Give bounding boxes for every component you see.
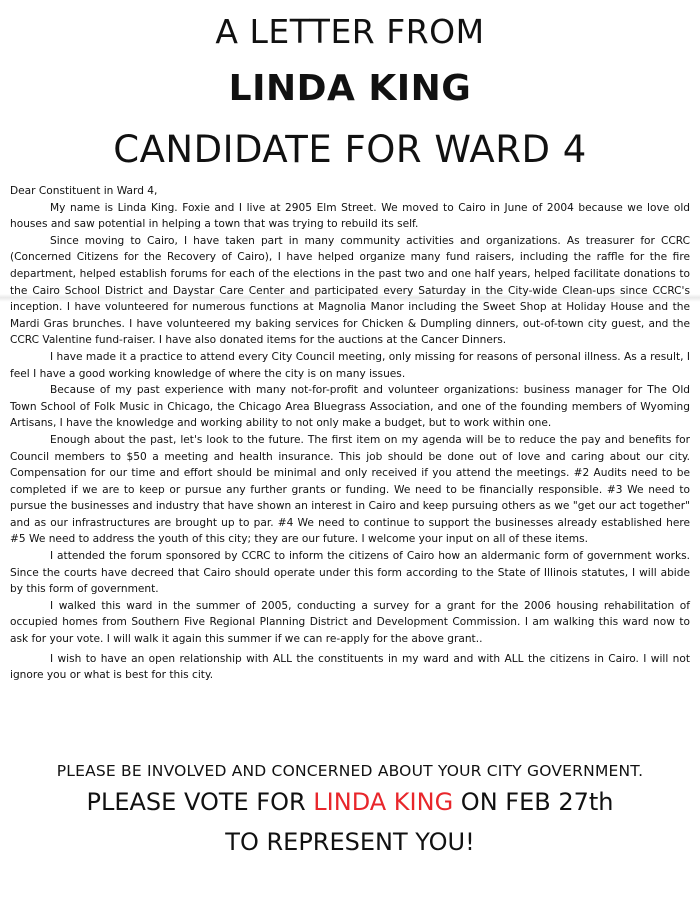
salutation: Dear Constituent in Ward 4, xyxy=(10,185,158,197)
header-line-1: A LETTER FROM xyxy=(215,12,485,51)
paragraph-ward-survey: I walked this ward in the summer of 2005, conducting a survey for a grant for the 2006 housing rehabilitation of occupied homes from Southern Five Regional Planning District and Development Commission. I am walking this ward now to ask for your vote. I will walk it again this summer if we can re-apply for the above grant.. xyxy=(10,599,690,646)
letter-body xyxy=(10,183,690,684)
vote-appeal-date: ON FEB 27th xyxy=(453,788,614,816)
vote-appeal-prefix: PLEASE VOTE FOR xyxy=(86,788,314,816)
paragraph-agenda: Enough about the past, let's look to the future. The first item on my agenda will be to reduce the pay and benefits for Council members to $50 a meeting and health insurance. This job should be done out of love and caring about our city. Compensation for our time and effort should be minimal and only received if you attend the meetings. #2 Audits need to be completed if we are to keep or pursue any further grants or funding. We need to be financially responsible. #3 We need to pursue the businesses and industry that have shown an interest in Cairo and keep pursuing others as we "get our act together" and as our infrastructures are brought up to par. #4 We need to continue to support the businesses already established here #5 We need to address the youth of this city; they are our future. I welcome your input on all of these items. xyxy=(10,433,690,546)
closing-appeal: PLEASE BE INVOLVED AND CONCERNED ABOUT YOUR CITY GOVERNMENT. xyxy=(56,762,644,780)
vote-appeal xyxy=(0,788,700,816)
paragraph-forum: I attended the forum sponsored by CCRC to inform the citizens of Cairo how an aldermanic form of government works. Since the courts have decreed that Cairo should operate under this form according to the State of Illinois statutes, I will abide by this form of government. xyxy=(10,550,690,596)
paragraph-community-activities: Since moving to Cairo, I have taken part in many community activities and organizations. As treasurer for CCRC (Concerned Citizens for the Recovery of Cairo), I have helped organize many fund raisers, including the raffle for the fire department, helped establish forums for each of the elections in the past two and one half years, helped facilitate donations to the Cairo School District and Daystar Care Center and participated every Saturday in the City-wide Clean-ups since CCRC's inception. I have volunteered for numerous functions at Magnolia Manor including the Sweet Shop at Holiday House and the Mardi Gras brunches. I have volunteered my baking services for Chicken & Dumpling dinners, out-of-town city guest, and the CCRC Valentine fund-raiser. I have also donated items for the auctions at the Cancer Dinners. xyxy=(10,234,690,347)
paragraph-open-relationship: I wish to have an open relationship with ALL the constituents in my ward and with ALL the citizens in Cairo. I will not ignore you or what is best for this city. xyxy=(10,652,690,682)
candidacy-heading: CANDIDATE FOR WARD 4 xyxy=(113,128,587,171)
candidate-name-heading: LINDA KING xyxy=(228,68,472,109)
vote-appeal-candidate-name: LINDA KING xyxy=(313,788,454,816)
paragraph-experience: Because of my past experience with many not-for-profit and volunteer organizations: business manager for The Old Town School of Folk Music in Chicago, the Chicago Area Bluegrass Association, and one of the founding members of Wyoming Artisans, I have the knowledge and working ability to not only make a budget, but to work within one. xyxy=(10,384,690,430)
represent-appeal: TO REPRESENT YOU! xyxy=(225,828,475,856)
paragraph-introduction: My name is Linda King. Foxie and I live at 2905 Elm Street. We moved to Cairo in June of 2004 because we love old houses and saw potential in helping a town that was trying to rebuild its self. xyxy=(10,201,690,231)
paragraph-council-attendance: I have made it a practice to attend every City Council meeting, only missing for reasons of personal illness. As a result, I feel I have a good working knowledge of where the city is on many issues. xyxy=(10,350,690,380)
